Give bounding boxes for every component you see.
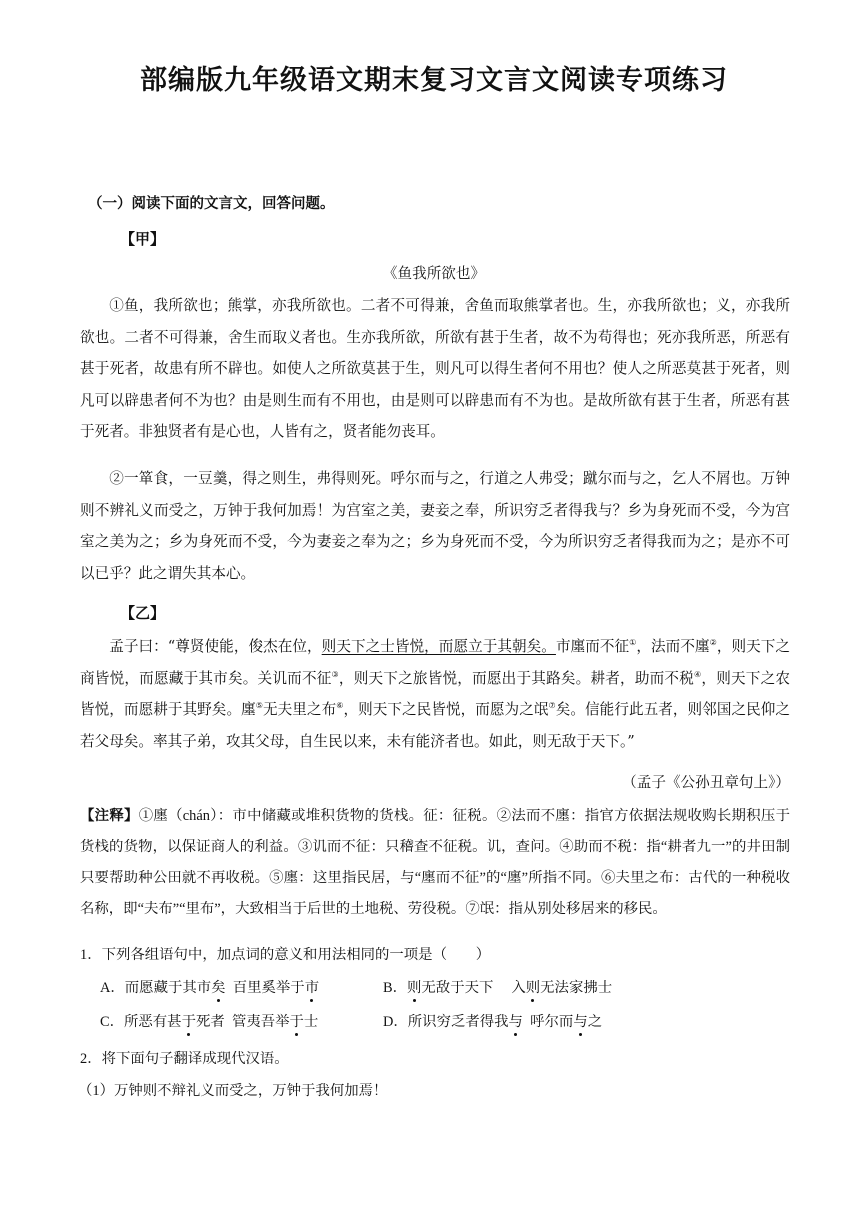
option-c-dotted-2: 于 xyxy=(290,1010,304,1031)
option-a-dotted-1: 矣 xyxy=(211,976,225,997)
section-heading: （一）阅读下面的文言文，回答问题。 xyxy=(88,195,335,212)
yi-label: 【乙】 xyxy=(120,604,166,622)
option-d-dotted-2: 与 xyxy=(573,1010,587,1031)
yi-text-f: ，则天下之农皆悦，而愿耕于其野矣。廛 xyxy=(80,669,790,718)
annotations-text: ①廛（chán）：市中储藏或堆积货物的货栈。征：征税。②法而不廛：指官方依据法规收购长期积压于货栈的货物，以保证商人的利益。③讥而不征：只稽查不征税。讥，查问。④助而不税：指“耕者九一”的井田制只要帮助种公田就不再收税。⑤廛：这里指民居，与“廛而不征”的“廛”所指不同。⑥夫里之布：古代的一种税收名称，即“夫布”“里布”，大致相当于后世的土地税、劳役税。⑦氓：指从别处移居来的移民。 xyxy=(80,808,790,917)
option-b-dotted-2: 则 xyxy=(526,976,540,997)
question-1-stem: 1．下列各组语句中，加点词的意义和用法相同的一项是（ ） xyxy=(80,947,491,963)
jia-paragraph-1: ①鱼，我所欲也；熊掌，亦我所欲也。二者不可得兼，舍鱼而取熊掌者也。生，亦我所欲也；义，亦我所欲也。二者不可得兼，舍生而取义者也。生亦我所欲，所欲有甚于生者，故不为苟得也；死亦我所恶，所恶有甚于死者，故患有所不辟也。如使人之所欲莫甚于生，则凡可以得生者何不用也？使人之所恶莫甚于死者，则凡可以辟患者何不为也？由是则生而有不用也，由是则可以辟患而有不为也。是故所欲有甚于生者，所恶有甚于死者。非独贤者有是心也，人皆有之，贤者能勿丧耳。 xyxy=(80,297,790,440)
option-c-text-1: C．所恶有甚 xyxy=(100,1014,182,1030)
option-d-text-1: D．所识穷乏者得我 xyxy=(383,1014,509,1030)
question-2-sub-1: （1）万钟则不辩礼义而受之，万钟于我何加焉！ xyxy=(78,1083,388,1099)
yi-underlined-sentence: 则天下之士皆悦，而愿立于其朝矣。 xyxy=(321,638,556,655)
jia-title: 《鱼我所欲也》 xyxy=(382,265,486,282)
annotations xyxy=(80,801,790,925)
yi-text-h: ，则天下之民皆悦，而愿为之氓 xyxy=(343,701,549,718)
yi-text-d: ，则天下之商皆悦，而愿藏于其市矣。关讥而不征 xyxy=(80,638,791,687)
yi-text-e: ，则天下之旅皆悦，而愿出于其路矣。耕者，助而不税 xyxy=(338,669,695,687)
option-c-text-2: 死者 管夷吾举 xyxy=(195,1014,290,1030)
option-b-text-3: 无法家拂士 xyxy=(540,980,613,996)
jia-label: 【甲】 xyxy=(120,230,166,248)
option-a-dotted-2: 市 xyxy=(305,976,319,997)
option-b-dotted-1: 则 xyxy=(407,976,421,997)
yi-text-c: ，法而不廛 xyxy=(636,638,710,655)
option-c-dotted-1: 于 xyxy=(182,1010,196,1031)
yi-paragraph xyxy=(80,631,790,757)
note-ref-2: ② xyxy=(709,638,717,647)
option-c xyxy=(100,1010,318,1031)
yi-text-i: 矣。信能行此五者，则邻国之民仰之若父母矣。率其子弟，攻其父母，自生民以来，未有能济者也。如此，则无敌于天下。” xyxy=(80,701,791,750)
yi-text-a: 孟子曰：“尊贤使能，俊杰在位， xyxy=(109,638,322,655)
jia-paragraph-2: ②一箪食，一豆羹，得之则生，弗得则死。呼尔而与之，行道之人弗受；蹴尔而与之，乞人不屑也。万钟则不辨礼义而受之，万钟于我何加焉！为宫室之美，妻妾之奉，所识穷乏者得我与？乡为身死而不受，今为宫室之美为之；乡为身死而不受，今为妻妾之奉为之；乡为身死而不受，今为所识穷乏者得我而为之；是亦不可以已乎？此之谓失其本心。 xyxy=(80,470,790,582)
note-ref-1: ① xyxy=(629,638,637,647)
option-b-text-1: B． xyxy=(383,980,407,996)
note-ref-7: ⑦ xyxy=(548,701,556,710)
option-b xyxy=(383,976,612,997)
note-ref-3: ③ xyxy=(331,669,339,679)
option-d-text-3: 之 xyxy=(587,1014,603,1030)
option-a-text-1: A．而愿藏于其市 xyxy=(100,980,212,996)
note-ref-6: ⑥ xyxy=(336,701,344,710)
option-d-dotted-1: 与 xyxy=(509,1010,523,1031)
option-b-text-2: 无敌于天下 入 xyxy=(421,980,526,996)
source-citation: （孟子《公孙丑章句上》） xyxy=(622,774,790,791)
note-ref-5: ⑤ xyxy=(255,701,263,710)
option-a xyxy=(100,976,319,997)
page-title: 部编版九年级语文期末复习文言文阅读专项练习 xyxy=(140,65,728,96)
option-d-text-2: 呼尔而 xyxy=(522,1014,574,1030)
option-d xyxy=(383,1010,602,1031)
yi-text-g: 无夫里之布 xyxy=(262,701,337,718)
annotations-label: 【注释】 xyxy=(80,808,139,824)
yi-text-b: 市廛而不征 xyxy=(555,638,630,655)
option-c-text-3: 士 xyxy=(303,1014,319,1030)
note-ref-4: ④ xyxy=(694,669,702,679)
option-a-text-2: 百里奚举于 xyxy=(225,980,305,996)
question-2-stem: 2．将下面句子翻译成现代汉语。 xyxy=(80,1051,289,1067)
